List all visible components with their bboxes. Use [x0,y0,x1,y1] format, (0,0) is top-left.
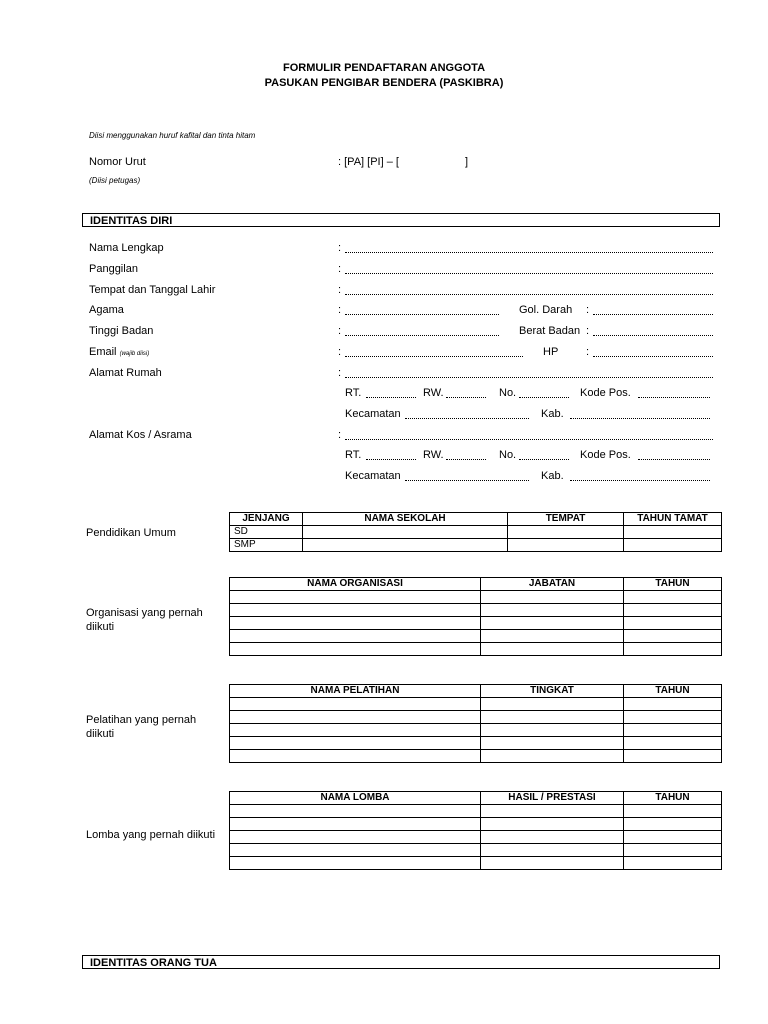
table-cell[interactable] [624,737,722,750]
table-cell[interactable] [230,630,481,643]
table-cell[interactable] [230,831,481,844]
table-row [230,630,722,643]
hp-field[interactable] [593,348,713,357]
table-cell[interactable] [624,724,722,737]
gol-darah-field[interactable] [593,306,713,315]
table-cell[interactable] [481,724,624,737]
col-header: NAMA SEKOLAH [303,513,508,526]
col-header: NAMA ORGANISASI [230,578,481,591]
section-identitas-orang-tua: IDENTITAS ORANG TUA [82,955,720,969]
table-cell[interactable] [481,857,624,870]
panggilan-label: Panggilan [89,263,138,275]
table-cell[interactable] [624,831,722,844]
table-cell[interactable] [508,526,624,539]
table-cell[interactable] [230,591,481,604]
gol-darah-label: Gol. Darah [519,304,573,316]
table-row [230,818,722,831]
table-cell[interactable] [303,539,508,552]
no-label: No. [499,387,517,399]
table-cell[interactable] [481,818,624,831]
table-cell[interactable] [624,711,722,724]
fill-instruction: Diisi menggunakan huruf kafital dan tinta hitam [89,131,256,140]
colon: : [586,325,590,337]
kab-label: Kab. [541,408,564,420]
table-header-row [230,578,722,591]
rw-label: RW. [423,449,444,461]
kode-pos-label: Kode Pos. [580,387,631,399]
table-row [230,844,722,857]
table-cell[interactable] [481,737,624,750]
pelatihan-label-line2: diikuti [86,728,115,740]
col-header: TINGKAT [481,685,624,698]
nomor-urut-closing: ] [465,156,469,168]
table-cell[interactable] [624,643,722,656]
table-cell[interactable] [481,617,624,630]
kecamatan-label: Kecamatan [345,408,401,420]
berat-badan-label: Berat Badan [519,325,581,337]
table-row [230,698,722,711]
pelatihan-table [229,684,722,763]
col-header: TEMPAT [508,513,624,526]
alamat-rumah-field[interactable] [345,369,713,378]
jenjang-cell: SD [230,526,303,539]
table-cell[interactable] [481,831,624,844]
agama-field[interactable] [345,306,499,315]
table-cell[interactable] [230,724,481,737]
table-cell[interactable] [230,604,481,617]
table-cell[interactable] [624,818,722,831]
tinggi-badan-field[interactable] [345,327,499,336]
rt-label: RT. [345,449,362,461]
nomor-urut-label: Nomor Urut [89,156,146,168]
ttl-field[interactable] [345,286,713,295]
table-row [230,643,722,656]
table-cell[interactable] [230,844,481,857]
table-cell[interactable] [230,617,481,630]
rw-field[interactable] [446,389,486,398]
kab-label: Kab. [541,470,564,482]
table-cell[interactable] [230,698,481,711]
table-row [230,591,722,604]
col-header: TAHUN [624,685,722,698]
table-cell[interactable] [481,844,624,857]
table-cell[interactable] [624,750,722,763]
colon: : [586,304,590,316]
table-cell[interactable] [624,698,722,711]
nama-lengkap-label: Nama Lengkap [89,242,164,254]
table-cell[interactable] [624,539,722,552]
table-cell[interactable] [230,643,481,656]
email-label-text: Email [89,346,117,358]
ttl-label: Tempat dan Tanggal Lahir [89,284,216,296]
table-cell[interactable] [303,526,508,539]
table-row [230,711,722,724]
table-header-row [230,792,722,805]
kab-field[interactable] [570,472,710,481]
table-cell[interactable] [481,591,624,604]
table-row [230,831,722,844]
col-header: TAHUN [624,792,722,805]
colon: : [338,263,342,275]
table-cell[interactable] [624,857,722,870]
alamat-rumah-label: Alamat Rumah [89,367,162,379]
table-cell[interactable] [481,643,624,656]
table-row [230,604,722,617]
alamat-kos-label: Alamat Kos / Asrama [89,429,192,441]
pelatihan-label-line1: Pelatihan yang pernah [86,714,197,726]
col-header: NAMA PELATIHAN [230,685,481,698]
table-cell[interactable] [481,805,624,818]
organisasi-label-line2: diikuti [86,621,115,633]
organisasi-table [229,577,722,656]
organisasi-label-line1: Organisasi yang pernah [86,607,203,619]
kecamatan-field[interactable] [405,472,529,481]
col-header: TAHUN TAMAT [624,513,722,526]
berat-badan-field[interactable] [593,327,713,336]
kode-pos-field[interactable] [638,451,710,460]
table-cell[interactable] [481,698,624,711]
agama-label: Agama [89,304,124,316]
colon: : [586,346,590,358]
table-cell[interactable] [624,591,722,604]
table-cell[interactable] [230,737,481,750]
email-note: (wajib diisi) [119,351,150,357]
col-header: NAMA LOMBA [230,792,481,805]
colon: : [338,325,342,337]
table-header-row [230,513,722,526]
table-row [230,617,722,630]
alamat-kos-field[interactable] [345,431,713,440]
colon: : [338,429,342,441]
col-header: JABATAN [481,578,624,591]
table-row [230,857,722,870]
colon: : [338,242,342,254]
nomor-urut-value[interactable]: : [PA] [PI] – [ [338,156,399,168]
table-cell[interactable] [624,805,722,818]
table-row [230,539,722,552]
rw-label: RW. [423,387,444,399]
pendidikan-table [229,512,722,552]
table-cell[interactable] [230,857,481,870]
form-title-line2: PASUKAN PENGIBAR BENDERA (PASKIBRA) [264,77,504,89]
kode-pos-label: Kode Pos. [580,449,631,461]
table-cell[interactable] [624,844,722,857]
nama-lengkap-field[interactable] [345,244,713,253]
table-row [230,724,722,737]
lomba-table [229,791,722,870]
hp-label: HP [543,346,559,358]
table-cell[interactable] [481,630,624,643]
no-label: No. [499,449,517,461]
table-cell[interactable] [230,711,481,724]
colon: : [338,284,342,296]
no-field[interactable] [519,389,569,398]
colon: : [338,304,342,316]
rt-label: RT. [345,387,362,399]
section-identitas-diri: IDENTITAS DIRI [82,213,720,227]
kab-field[interactable] [570,410,710,419]
table-row [230,750,722,763]
lomba-label: Lomba yang pernah diikuti [86,829,216,841]
table-cell[interactable] [481,604,624,617]
table-row [230,805,722,818]
email-label [89,346,149,358]
table-cell[interactable] [230,750,481,763]
col-header: TAHUN [624,578,722,591]
rw-field[interactable] [446,451,486,460]
table-header-row [230,685,722,698]
email-field[interactable] [345,348,523,357]
colon: : [338,367,342,379]
table-row [230,737,722,750]
no-field[interactable] [519,451,569,460]
rt-field[interactable] [366,389,416,398]
table-row [230,526,722,539]
nomor-urut-note: (Diisi petugas) [89,176,141,185]
colon: : [338,346,342,358]
col-header: HASIL / PRESTASI [481,792,624,805]
tinggi-badan-label: Tinggi Badan [89,325,154,337]
col-header: JENJANG [230,513,303,526]
table-cell[interactable] [624,617,722,630]
table-cell[interactable] [230,805,481,818]
kode-pos-field[interactable] [638,389,710,398]
table-cell[interactable] [624,604,722,617]
rt-field[interactable] [366,451,416,460]
table-cell[interactable] [481,711,624,724]
kecamatan-field[interactable] [405,410,529,419]
jenjang-cell: SMP [230,539,303,552]
table-cell[interactable] [481,750,624,763]
panggilan-field[interactable] [345,265,713,274]
table-cell[interactable] [230,818,481,831]
table-cell[interactable] [624,526,722,539]
table-cell[interactable] [624,630,722,643]
form-title-line1: FORMULIR PENDAFTARAN ANGGOTA [282,62,486,74]
pendidikan-label: Pendidikan Umum [86,527,176,539]
kecamatan-label: Kecamatan [345,470,401,482]
table-cell[interactable] [508,539,624,552]
